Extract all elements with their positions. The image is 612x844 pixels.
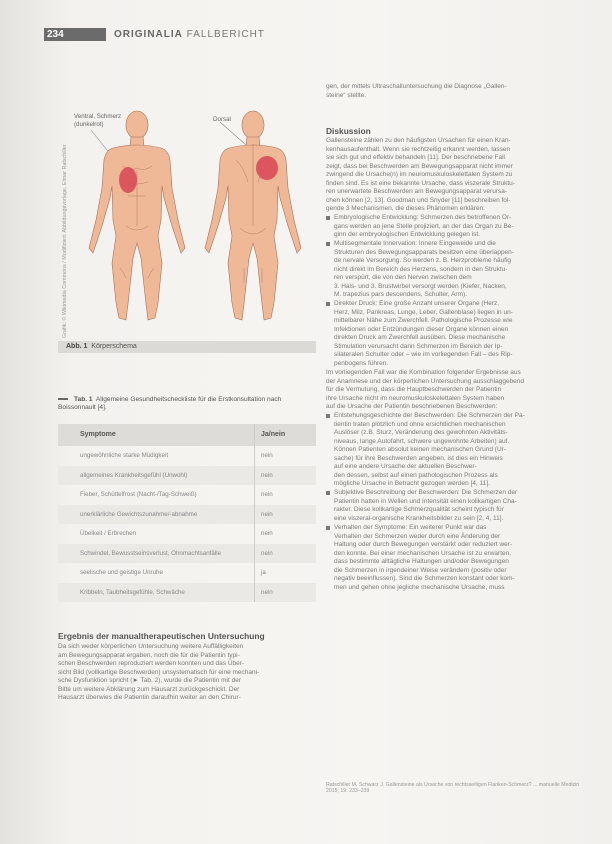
text-line: penbogens führen. xyxy=(334,359,389,367)
text-line: zwingend die Ursache(n) im neuromuskuloskelettalen System zu xyxy=(326,171,513,179)
body-chart-figure xyxy=(58,108,316,330)
text-line: Im vorliegenden Fall war die Kombination folgender Ergebnisse aus xyxy=(326,369,521,376)
bullet-direkter-druck xyxy=(334,300,581,368)
figure-credit-text: Grafik: © Wikimedia Commons / Modifiziert: Abbildungsvorlage, Elmar Ratschiller xyxy=(62,144,68,338)
section-name: ORIGINALIA xyxy=(114,29,183,40)
table-row xyxy=(58,446,316,466)
text-line: Multisegmentale Innervation: Innere Eingeweide und die xyxy=(334,240,496,247)
answer-cell: nein xyxy=(261,588,273,596)
text-line: ihre Ursache nicht im neuromuskuloskelettalen System haben xyxy=(326,394,505,402)
text-line: Hausarzt überwies die Patientin daraufhin weiter an den Chirur- xyxy=(58,694,241,702)
table-header-symptom: Symptome xyxy=(80,431,116,438)
text-line: Stimulation verursacht dann Schmerzen im Bereich der Ip- xyxy=(334,342,503,350)
table-header xyxy=(58,424,316,446)
text-line: Infektionen oder Entzündungen dieser Organe können einen xyxy=(334,325,509,333)
text-line: sche Dysfunktion spricht (► Tab. 2), wurde die Patientin mit der xyxy=(58,677,241,685)
text-line: schen Beschwerden reproduziert werden konnten und das Über- xyxy=(58,660,245,668)
text-line: mittelbarer Nähe zum Zwerchfell. Pathologische Prozesse wie xyxy=(334,317,513,325)
table-title-marker xyxy=(58,398,68,400)
text-line: kenhausaufenthalt. Wenn sie rechtzeitig erkannt werden, lassen xyxy=(326,145,511,153)
figure-label-front-line1: Ventral, Schmerz xyxy=(74,113,122,120)
text-line: Herz, Milz, Pankreas, Lunge, Leber, Gallenblase) liegen in un- xyxy=(334,308,513,316)
symptom-cell: Kribbeln, Taubheitsgefühle, Schwäche xyxy=(80,588,185,596)
citation-footer: Ratschiller M, Schwarz J. Gallensteine als Ursache von rechtsseitigen Flanken-Schmerz? ... manuelle Medizin 2015; 19: 233–239 xyxy=(326,782,580,794)
right-intro-paragraph xyxy=(326,83,581,100)
text-line: Entstehungsgeschichte der Beschwerden: Die Schmerzen der Pa- xyxy=(334,412,525,419)
text-line: tientin traten plötzlich und ohne ersichtlichen mechanischen xyxy=(334,420,506,428)
bullet-marker-6 xyxy=(326,526,330,530)
symptom-cell: seelische und geistige Unruhe xyxy=(80,569,163,576)
page-number: 234 xyxy=(44,28,106,41)
text-line: Strukturen des Bewegungsapparats besitzen eine überlappen- xyxy=(334,248,514,256)
figure-label-front-line2: (dunkelrot) xyxy=(74,120,104,128)
results-paragraph xyxy=(58,643,316,703)
text-line: Embryologische Entwicklung: Schmerzen des betroffenen Or- xyxy=(334,214,512,221)
text-line: sie sich gut und effektiv behandeln [11]. Der beschriebene Fall xyxy=(326,154,505,162)
text-line: Subjektive Beschreibung der Beschwerden: Die Schmerzen der xyxy=(334,489,518,496)
text-line: chen können [2, 13]. Goodman und Snyder [11] beschreiben fol- xyxy=(326,196,511,204)
symptom-cell: Fieber, Schüttelfrost (Nacht-/Tag-Schweiß) xyxy=(80,491,197,498)
text-line: am Bewegungsapparat ergaben, noch die für die Patientin typi- xyxy=(58,651,240,659)
table-title-prefix: Tab. 1 xyxy=(74,396,93,403)
bullet-multisegmental xyxy=(334,240,581,300)
text-line: direkten Druck am Zwerchfell ausüben. Diese mechanische xyxy=(334,334,506,342)
text-line: steine“ stellte. xyxy=(326,91,367,99)
text-line: niveaus, lange Autofahrt, schwere ungewohnte Arbeiten) auf. xyxy=(334,437,510,445)
bullet-subjektiv xyxy=(334,489,581,523)
symptom-table xyxy=(58,424,316,602)
text-line: Da sich weder körperlichen Untersuchung weitere Auffälligkeiten xyxy=(58,643,244,650)
table-row xyxy=(58,524,316,544)
text-line: men und gehen ohne jegliche mechanische Ursache, muss xyxy=(334,583,505,591)
bullet-embryologische xyxy=(334,214,581,240)
text-line: den dessen, selbst auf einen pathologischen Prozess als xyxy=(334,471,498,479)
text-line: finden sind. Es ist eine bekannte Ursache, dass viszerale Struktu- xyxy=(326,179,515,187)
table-row xyxy=(58,563,316,583)
text-line: Bitte um weitere Abklärung zum Hausarzt zurückgeschickt. Der xyxy=(58,685,240,693)
text-line: Haltung oder durch Bewegungen verstärkt oder reduziert wer- xyxy=(334,541,513,549)
text-line: ginn der embryologischen Entwicklung gelegen ist. xyxy=(334,231,480,239)
symptom-cell: Schwindel, Bewusstseinsverlust, Ohnmachtsanfälle xyxy=(80,549,222,557)
text-line: Gallensteine zählen zu den häufigsten Ursachen für einen Kran- xyxy=(326,137,511,144)
text-line: für die Vermutung, dass die Hauptbeschwerden der Patientin xyxy=(326,386,502,394)
back-pain-area xyxy=(256,156,278,180)
text-line: ren verspürt, die von den Nerven zwischen dem xyxy=(334,274,472,282)
bullet-marker-3 xyxy=(326,302,330,306)
text-line: gende 3 Mechanismen, die dieses Phänomen erklären: xyxy=(326,205,485,213)
bullet-verhalten xyxy=(334,524,581,592)
section-header xyxy=(114,29,265,40)
text-line: Auslöser (z.B. Sturz, Veränderung des gewohnten Aktivitäts- xyxy=(334,429,508,437)
text-line: nicht direkt im Bereich des Herzens, sondern in den Struktu- xyxy=(334,265,508,273)
text-line: die Schmerzen in irgendeiner Weise verändern (positiv oder xyxy=(334,566,507,574)
text-line: 3. Hals- und 3. Brustwirbel versorgt werden (Kiefer, Nacken, xyxy=(334,282,507,290)
text-line: Direkter Druck: Eine große Anzahl unserer Organe (Herz, xyxy=(334,300,500,307)
figure-caption-prefix: Abb. 1 xyxy=(66,343,88,350)
answer-cell: nein xyxy=(261,491,273,498)
discussion-heading: Diskussion xyxy=(326,126,371,136)
text-line: de nervale Versorgung. So werden z. B. Herzprobleme häufig xyxy=(334,257,512,265)
text-line: dass bestimmte alltägliche Haltungen und/oder Bewegungen xyxy=(334,558,509,566)
answer-cell: ja xyxy=(261,569,266,576)
text-line: sicht Bild (vollkartige Beschwerden) unsystematisch für eine mechani- xyxy=(58,668,260,676)
front-pain-area xyxy=(119,167,137,193)
bullet-marker-5 xyxy=(326,491,330,495)
text-line: mögliche Ursache in Betracht gezogen werden [4, 11]. xyxy=(334,480,490,488)
table-column-divider xyxy=(254,424,255,602)
text-line: Können Patienten absolut keinen mechanischen Grund (Ur- xyxy=(334,446,506,454)
text-line: Verhalten der Schmerzen weder durch eine Änderung der xyxy=(334,532,501,540)
text-line: gen, der mittels Ultraschalluntersuchung die Diagnose „Gallen- xyxy=(326,83,507,90)
figure-caption-text: Körperschema xyxy=(91,343,137,350)
symptom-cell: unerklärliche Gewichtszunahme/-abnahme xyxy=(80,510,198,518)
table-title-text: Allgemeine Gesundheitscheckliste für die Erstkonsultation nach Boissonnault [4]. xyxy=(58,396,282,411)
answer-cell: nein xyxy=(261,471,273,479)
bullet-entstehung xyxy=(334,412,581,489)
answer-cell: nein xyxy=(261,452,273,459)
table-title xyxy=(58,396,308,412)
text-line: zeigt, dass bei Beschwerden am Bewegungsapparat nicht immer xyxy=(326,162,513,170)
symptom-cell: allgemeines Krankheitsgefühl (Unwohl) xyxy=(80,471,188,479)
text-line: gans werden an jene Stelle projiziert, an der das Organ zu Be- xyxy=(334,222,514,230)
discussion-paragraph-1 xyxy=(326,137,581,214)
bullet-marker-4 xyxy=(326,414,330,418)
symptom-cell: Übelkeit / Erbrechen xyxy=(80,530,137,537)
text-line: silateralen Schulter oder – wie im vorliegenden Fall – des Rip- xyxy=(334,351,513,359)
text-line: M. trapezius pars descendens, Schulter, Arm). xyxy=(334,291,467,299)
text-line: Verhalten der Symptome: Ein weiterer Punkt war das xyxy=(334,524,487,531)
figure-caption xyxy=(58,341,316,353)
figure-label-back: Dorsal xyxy=(213,116,231,123)
symptom-cell: ungewöhnliche starke Müdigkeit xyxy=(80,452,169,459)
table-header-answer: Ja/nein xyxy=(261,431,286,438)
text-line: eine viszeral-organische Krankheitsbilder zu sein [2, 4, 11]. xyxy=(334,514,504,522)
text-line: ren unerwartete Beschwerden am Bewegungsapparat verursa- xyxy=(326,188,508,196)
text-line: auf eine andere Ursache der aktuellen Beschwer- xyxy=(334,463,477,471)
text-line: den konnte. Bei einer mechanischen Ursache ist zu erwarten, xyxy=(334,549,512,557)
bullet-marker-1 xyxy=(326,216,330,220)
table-row xyxy=(58,583,316,603)
section-subname: FALLBERICHT xyxy=(186,29,265,40)
discussion-paragraph-2 xyxy=(326,369,581,412)
text-line: der Anamnese und der körperlichen Untersuchung ausschlaggebend xyxy=(326,377,525,385)
text-line: Patientin hatten in Wellen und Intensität einen kolikartigen Cha- xyxy=(334,497,517,505)
text-line: negativ beeinflussen). Sind die Schmerzen konstant oder kom- xyxy=(334,575,515,583)
answer-cell: nein xyxy=(261,530,273,537)
table-row xyxy=(58,544,316,564)
bullet-marker-2 xyxy=(326,242,330,246)
answer-cell: nein xyxy=(261,549,273,557)
table-row xyxy=(58,505,316,525)
table-row xyxy=(58,466,316,486)
table-row xyxy=(58,485,316,505)
text-line: sache) für ihre Beschwerden angeben, ist dies ein Hinweis xyxy=(334,454,503,462)
answer-cell: nein xyxy=(261,510,273,518)
results-heading: Ergebnis der manualtherapeutischen Untersuchung xyxy=(58,631,265,641)
text-line: auf die Ursache der Patientin beschriebenen Beschwerden: xyxy=(326,403,498,411)
text-line: rakter. Diese kolikartige Schmerzqualität scheint typisch für xyxy=(334,506,504,514)
